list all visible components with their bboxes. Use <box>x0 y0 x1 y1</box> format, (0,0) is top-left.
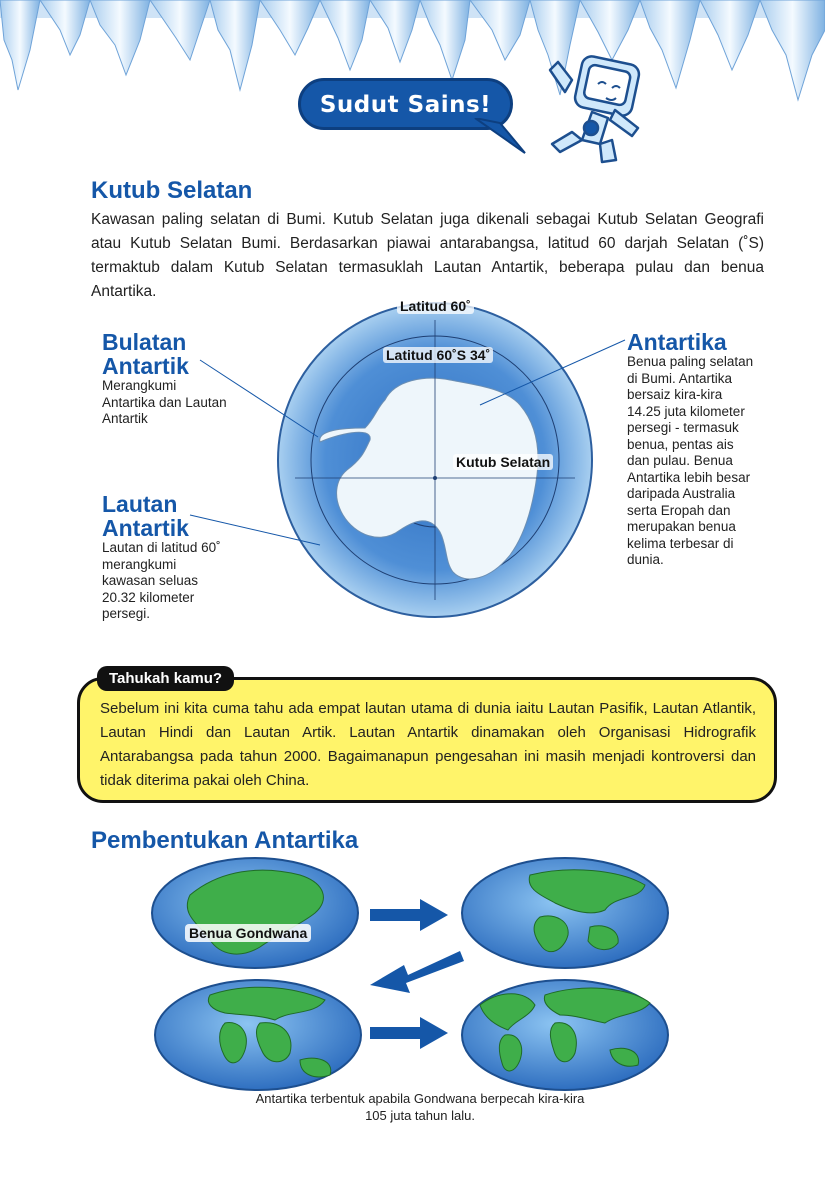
pembentukan-caption: Antartika terbentuk apabila Gondwana berpecah kira-kira 105 juta tahun lalu. <box>255 1091 585 1123</box>
tahukah-kamu-tab: Tahukah kamu? <box>97 666 234 691</box>
callout-bulatan-title-2: Antartik <box>102 353 189 379</box>
label-latitud-60: Latitud 60˚ <box>397 298 474 314</box>
label-benua-gondwana: Benua Gondwana <box>185 924 311 942</box>
callout-antartika-title: Antartika <box>627 329 727 355</box>
callout-lautan-text: Lautan di latitud 60˚ merangkumi kawasan seluas 20.32 kilometer persegi. <box>102 540 221 621</box>
section-title-kutub-selatan: Kutub Selatan <box>91 177 253 204</box>
callout-lautan-antartik <box>102 492 272 623</box>
section-title-pembentukan: Pembentukan Antartika <box>91 827 359 854</box>
gondwana-breakup-diagram <box>150 855 680 1095</box>
section-paragraph-kutub-selatan: Kawasan paling selatan di Bumi. Kutub Selatan juga dikenali sebagai Kutub Selatan Geografi atau Kutub Selatan Bumi. Berdasarkan piawai antarabangsa, latitud 60 darjah Selatan (˚S) termaktub dalam Kutub Selatan termasuklah Lautan Antartik, beberapa pulau dan benua Antartika. <box>91 211 764 300</box>
callout-bulatan-text: Merangkumi Antartika dan Lautan Antartik <box>102 378 227 426</box>
callout-lautan-title-2: Antartik <box>102 515 189 541</box>
callout-antartika-text: Benua paling selatan di Bumi. Antartika bersaiz kira-kira 14.25 juta kilometer persegi - termasuk benua, pentas ais dan pulau. Benua Antartika lebih besar daripada Australia serta Eropah dan merupakan benua kelima terbesar di dunia. <box>627 354 754 567</box>
tahukah-kamu-text: Sebelum ini kita cuma tahu ada empat lautan utama di dunia iaitu Lautan Pasifik, Lautan Atlantik, Lautan Hindi dan Lautan Artik. Lautan Antartik dinamakan oleh Organisasi Hidrografik Antarabangsa pada tahun 2000. Bagaimanapun pengesahan ini masih menjadi kontroversi dan tidak diterima pakai oleh China. <box>100 700 756 789</box>
globe-stage-1 <box>152 858 358 968</box>
banner-label: Sudut Sains! <box>319 92 492 118</box>
label-latitud-60s-34: Latitud 60˚S 34˚ <box>383 347 493 363</box>
label-kutub-selatan: Kutub Selatan <box>453 454 553 470</box>
globe-stage-3 <box>155 980 361 1090</box>
arrow-icons <box>370 899 464 1049</box>
callout-antartika <box>627 330 767 569</box>
callout-bulatan-title-1: Bulatan <box>102 329 187 355</box>
globe-stage-2 <box>462 858 668 968</box>
callout-lautan-title-1: Lautan <box>102 491 178 517</box>
globe-stage-4 <box>462 980 668 1090</box>
callout-bulatan-antartik <box>102 330 272 428</box>
